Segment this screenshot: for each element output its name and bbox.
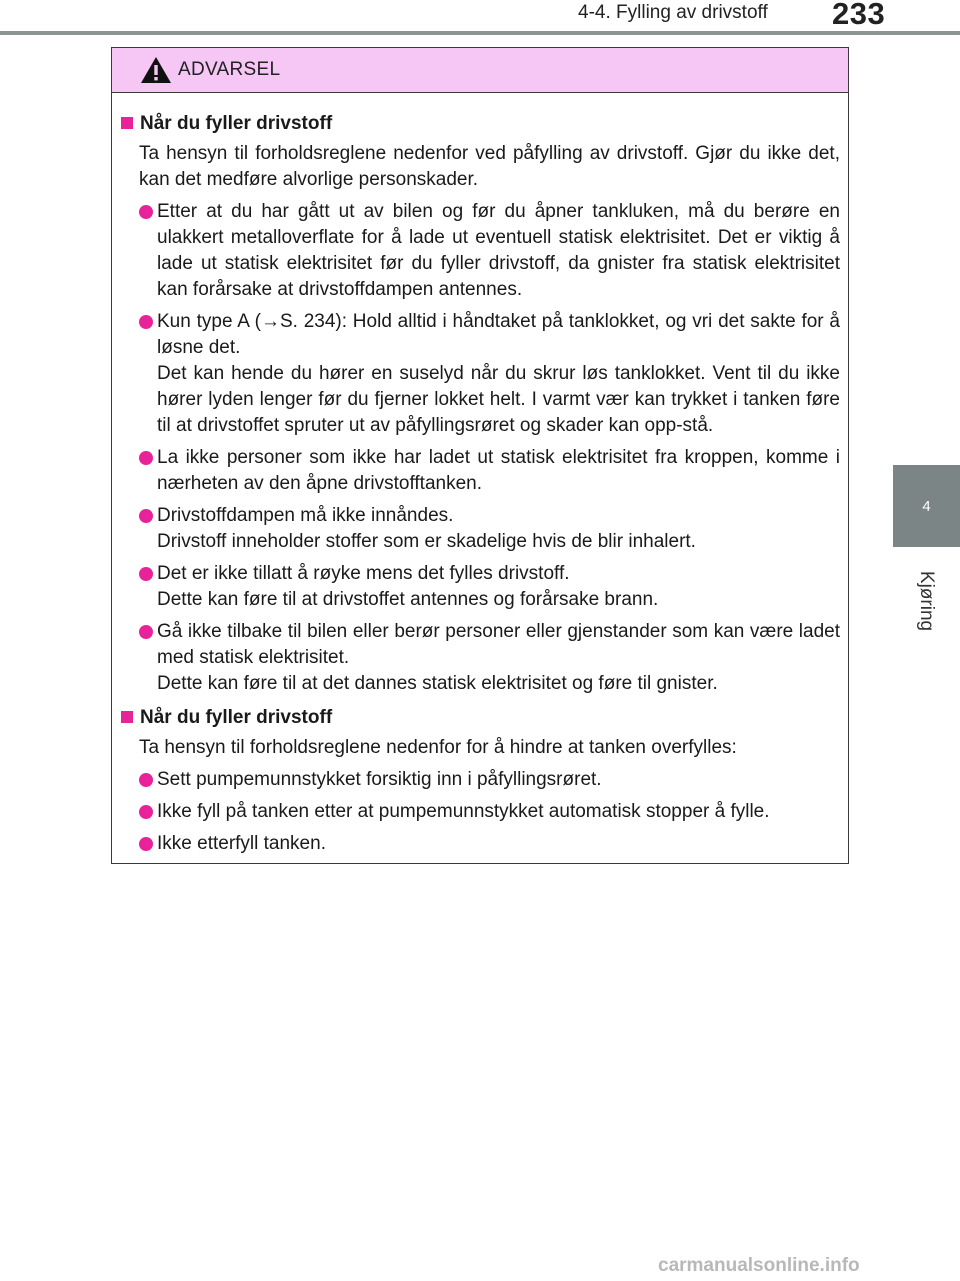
- section-heading: [120, 111, 840, 137]
- round-bullet-icon: [139, 837, 153, 851]
- section-intro: Ta hensyn til forholdsreglene nedenfor ved påfylling av drivstoff. Gjør du ikke det, kan det medføre alvorlige personskader.: [139, 143, 840, 190]
- list-item-text: Kun type A (→S. 234): Hold alltid i håndtaket på tanklokket, og vri det sakte for å løsne det.: [157, 311, 840, 358]
- list-item-detail: Dette kan føre til at drivstoffet antennes og forårsake brann.: [157, 589, 659, 610]
- watermark[interactable]: carmanualsonline.info: [658, 1255, 860, 1276]
- warning-title: ADVARSEL: [178, 59, 281, 80]
- round-bullet-icon: [139, 509, 153, 523]
- chapter-tab[interactable]: [893, 465, 960, 547]
- list-item: [120, 445, 840, 497]
- round-bullet-icon: [139, 315, 153, 329]
- section-heading: [120, 705, 840, 731]
- warning-body: [112, 93, 848, 857]
- list-item-text: Det er ikke tillatt å røyke mens det fylles drivstoff.: [157, 563, 570, 584]
- section-heading-text: Når du fyller drivstoff: [140, 707, 333, 728]
- list-item: [120, 503, 840, 555]
- chapter-label: Kjøring: [916, 570, 938, 631]
- round-bullet-icon: [139, 805, 153, 819]
- square-bullet-icon: [121, 117, 133, 129]
- list-item: [120, 831, 840, 857]
- list-item-text: Ikke fyll på tanken etter at pumpemunnstykket automatisk stopper å fylle.: [157, 801, 770, 822]
- warning-box: [111, 47, 849, 864]
- list-item-text: Ikke etterfyll tanken.: [157, 833, 326, 854]
- list-item: [120, 799, 840, 825]
- page-number: 233: [832, 0, 886, 31]
- section-heading-text: Når du fyller drivstoff: [140, 113, 333, 134]
- list-item-text: Etter at du har gått ut av bilen og før du åpner tankluken, må du berøre en ulakkert metalloverflate for å lade ut eventuell statisk elektrisitet. Det er viktig å lade ut statisk elektrisitet før du fyller drivstoff, da gnister fra statisk elektrisitet kan forårsake at drivstoffdampen antennes.: [157, 201, 840, 300]
- list-item-detail: Det kan hende du hører en suselyd når du skrur løs tanklokket. Vent til du ikke hører lyden lenger før du fjerner lokket helt. I varmt vær kan trykket i tanken føre til at drivstoffet spruter ut av påfyllingsrøret og skader kan opp-stå.: [157, 363, 840, 436]
- round-bullet-icon: [139, 205, 153, 219]
- list-item: [120, 767, 840, 793]
- list-item-detail: Drivstoff inneholder stoffer som er skadelige hvis de blir inhalert.: [157, 531, 696, 552]
- header-divider: [0, 31, 960, 35]
- section-intro: Ta hensyn til forholdsreglene nedenfor for å hindre at tanken overfylles:: [139, 737, 737, 758]
- list-item: [120, 309, 840, 439]
- round-bullet-icon: [139, 567, 153, 581]
- list-item: [120, 199, 840, 303]
- list-item-detail: Dette kan føre til at det dannes statisk elektrisitet og føre til gnister.: [157, 673, 718, 694]
- chapter-tab-label: [893, 548, 960, 653]
- list-item: [120, 561, 840, 613]
- round-bullet-icon: [139, 451, 153, 465]
- round-bullet-icon: [139, 625, 153, 639]
- square-bullet-icon: [121, 711, 133, 723]
- warning-header: [112, 48, 848, 93]
- section-title: 4-4. Fylling av drivstoff: [578, 2, 768, 23]
- chapter-number: 4: [922, 497, 931, 515]
- warning-triangle-icon: [140, 56, 172, 84]
- list-item-text: Drivstoffdampen må ikke innåndes.: [157, 505, 454, 526]
- round-bullet-icon: [139, 773, 153, 787]
- list-item-text: Sett pumpemunnstykket forsiktig inn i påfyllingsrøret.: [157, 769, 602, 790]
- list-item-text: Gå ikke tilbake til bilen eller berør personer eller gjenstander som kan være ladet med statisk elektrisitet.: [157, 621, 840, 668]
- list-item: [120, 619, 840, 697]
- list-item-text: La ikke personer som ikke har ladet ut statisk elektrisitet fra kroppen, komme i nærheten av den åpne drivstofftanken.: [157, 447, 840, 494]
